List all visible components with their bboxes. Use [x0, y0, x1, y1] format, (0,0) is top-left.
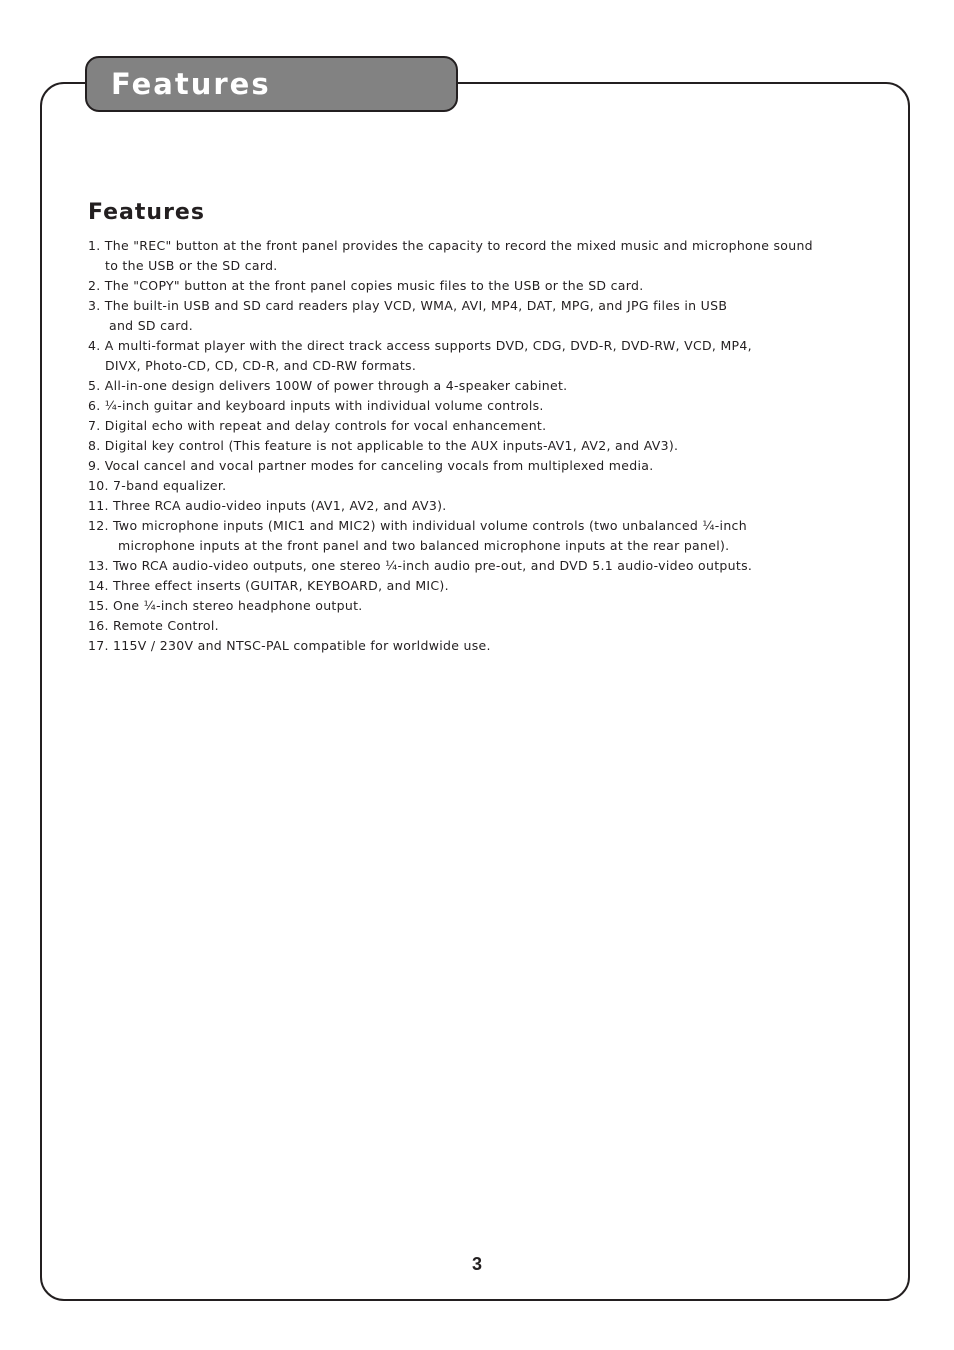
page-number: 3: [471, 1254, 482, 1274]
feature-item-5: [88, 376, 878, 396]
feature-text-continuation: microphone inputs at the front panel and two balanced microphone inputs at the rear panel).: [118, 538, 730, 553]
feature-text: 10. 7-band equalizer.: [88, 478, 227, 493]
feature-text: 3. The built-in USB and SD card readers play VCD, WMA, AVI, MP4, DAT, MPG, and JPG files in USB: [88, 298, 728, 313]
feature-text: 14. Three effect inserts (GUITAR, KEYBOARD, and MIC).: [88, 578, 449, 593]
feature-item-8: [88, 436, 878, 456]
feature-text: 8. Digital key control (This feature is not applicable to the AUX inputs-AV1, AV2, and AV3).: [88, 438, 679, 453]
feature-text: 9. Vocal cancel and vocal partner modes for canceling vocals from multiplexed media.: [88, 458, 654, 473]
feature-item-12: [88, 516, 878, 556]
feature-item-9: [88, 456, 878, 476]
feature-text: 11. Three RCA audio-video inputs (AV1, AV2, and AV3).: [88, 498, 447, 513]
feature-text: 6. ¼-inch guitar and keyboard inputs with individual volume controls.: [88, 398, 544, 413]
feature-item-11: [88, 496, 878, 516]
feature-item-14: [88, 576, 878, 596]
feature-item-7: [88, 416, 878, 436]
feature-text: 16. Remote Control.: [88, 618, 219, 633]
section-heading: Features: [88, 200, 205, 225]
feature-text: 4. A multi-format player with the direct track access supports DVD, CDG, DVD-R, DVD-RW, VCD, MP4,: [88, 338, 752, 353]
feature-list: [88, 236, 878, 656]
feature-item-2: [88, 276, 878, 296]
feature-item-10: [88, 476, 878, 496]
feature-item-1: [88, 236, 878, 276]
feature-text: 13. Two RCA audio-video outputs, one stereo ¼-inch audio pre-out, and DVD 5.1 audio-video outputs.: [88, 558, 753, 573]
feature-item-15: [88, 596, 878, 616]
feature-text: 7. Digital echo with repeat and delay controls for vocal enhancement.: [88, 418, 547, 433]
feature-text: 2. The "COPY" button at the front panel copies music files to the USB or the SD card.: [88, 278, 644, 293]
feature-item-16: [88, 616, 878, 636]
feature-item-13: [88, 556, 878, 576]
feature-text: 12. Two microphone inputs (MIC1 and MIC2) with individual volume controls (two unbalanced ¼-inch: [88, 518, 747, 533]
feature-item-4: [88, 336, 878, 376]
feature-text: 15. One ¼-inch stereo headphone output.: [88, 598, 363, 613]
feature-item-6: [88, 396, 878, 416]
feature-item-17: [88, 636, 878, 656]
feature-text: 17. 115V / 230V and NTSC-PAL compatible for worldwide use.: [88, 638, 491, 653]
feature-text-continuation: and SD card.: [109, 318, 193, 333]
page-title: Features: [111, 67, 271, 101]
feature-text-continuation: DIVX, Photo-CD, CD, CD-R, and CD-RW formats.: [105, 358, 417, 373]
feature-text-continuation: to the USB or the SD card.: [105, 258, 278, 273]
feature-text: 5. All-in-one design delivers 100W of power through a 4-speaker cabinet.: [88, 378, 568, 393]
feature-text: 1. The "REC" button at the front panel provides the capacity to record the mixed music and microphone sound: [88, 238, 813, 253]
feature-item-3: [88, 296, 878, 336]
header-tab: [85, 56, 458, 112]
